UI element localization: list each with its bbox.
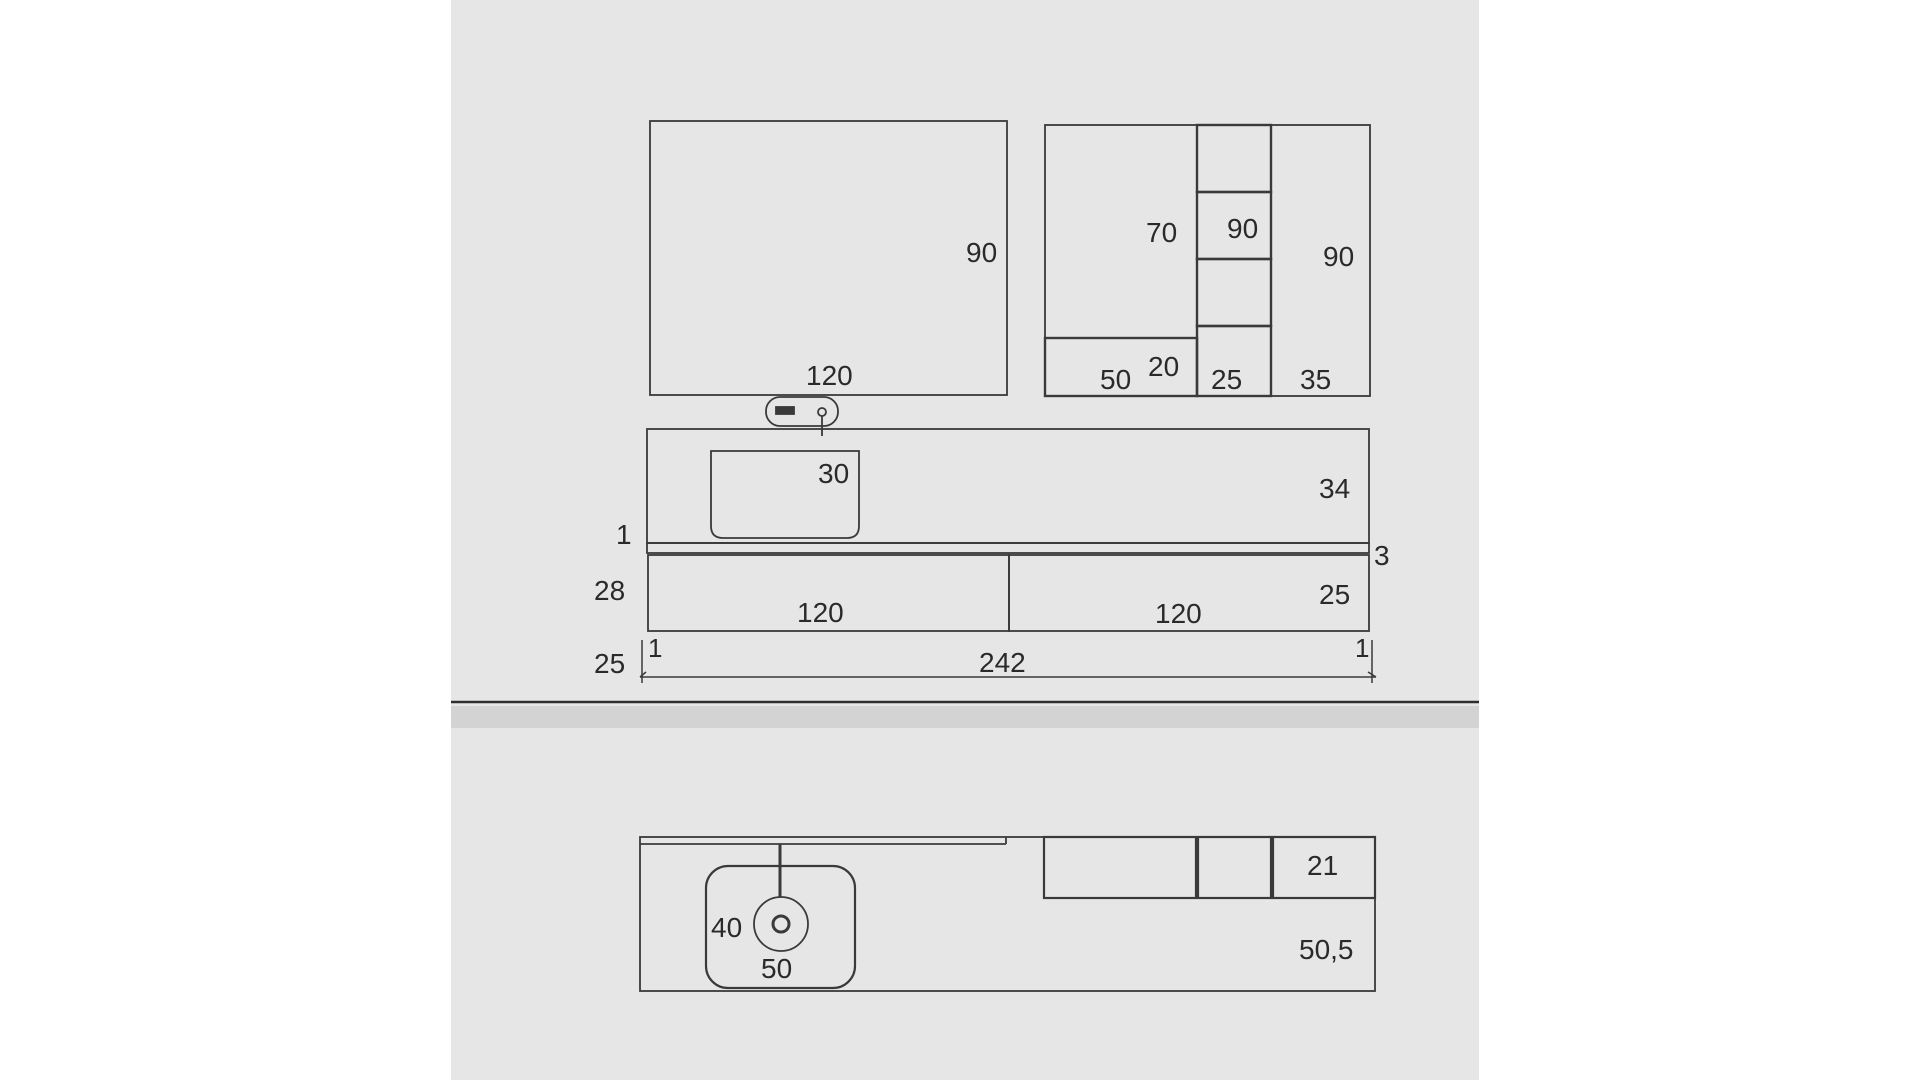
basin-depth-label: 40: [711, 912, 743, 943]
mirror-height-label: 90: [966, 237, 998, 268]
cabinet-dim-25-label: 25: [1211, 364, 1243, 395]
cabinet-dim-35-label: 35: [1300, 364, 1332, 395]
cabinet-dim-20-label: 20: [1148, 351, 1180, 382]
cabinet-dim-50-label: 50: [1100, 364, 1132, 395]
cabinet-dim-70-label: 70: [1146, 217, 1178, 248]
drawer-height-right-label: 25: [1319, 579, 1351, 610]
faucet-handle: [776, 407, 794, 414]
mirror-width-label: 120: [806, 360, 853, 391]
leg-height-label: 25: [594, 648, 626, 679]
top-depth-label: 50,5: [1299, 934, 1354, 965]
basin-width-label: 50: [761, 953, 793, 984]
cabinet-dim-90-right-label: 90: [1323, 241, 1355, 272]
cabinet-dim-90-middle-label: 90: [1227, 213, 1259, 244]
total-width-label: 242: [979, 647, 1026, 678]
shelf-depth-label: 21: [1307, 850, 1339, 881]
backsplash-height-label: 34: [1319, 473, 1351, 504]
drawer-height-left-label: 28: [594, 575, 626, 606]
drawer-right-width-label: 120: [1155, 598, 1202, 629]
paper-sheet: [451, 0, 1479, 1080]
gap-right-label: 1: [1355, 633, 1370, 663]
gap-left-label: 1: [648, 633, 663, 663]
drawer-left-width-label: 120: [797, 597, 844, 628]
paper-shadow-band: [451, 706, 1479, 728]
worktop-thickness-right-label: 3: [1374, 540, 1390, 571]
worktop-thickness-left-label: 1: [616, 519, 632, 550]
basin-height-label: 30: [818, 458, 850, 489]
